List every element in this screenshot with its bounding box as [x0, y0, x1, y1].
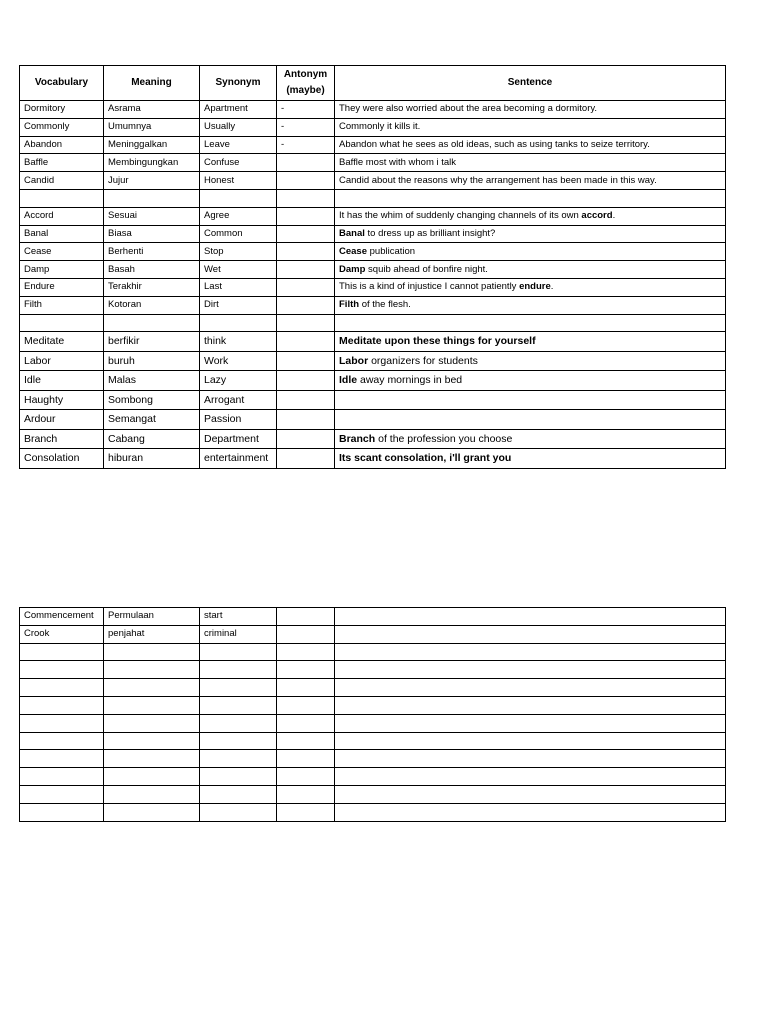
- empty-row: [20, 785, 726, 803]
- vocab-cell: Commencement: [20, 608, 104, 626]
- meaning-cell: Permulaan: [104, 608, 200, 626]
- table-row: [20, 429, 726, 449]
- antonym-cell: -: [277, 136, 335, 154]
- vocab-cell: Crook: [20, 625, 104, 643]
- antonym-cell: [277, 371, 335, 391]
- meaning-cell: buruh: [104, 351, 200, 371]
- sentence-cell: Abandon what he sees as old ideas, such as using tanks to seize territory.: [335, 136, 726, 154]
- sentence-cell: Candid about the reasons why the arrangement has been made in this way.: [335, 172, 726, 190]
- vocab-cell: Cease: [20, 243, 104, 261]
- synonym-cell: Apartment: [200, 101, 277, 119]
- vocab-cell: Labor: [20, 351, 104, 371]
- antonym-cell: [277, 449, 335, 469]
- vocab-cell: Idle: [20, 371, 104, 391]
- header-meaning: Meaning: [104, 66, 200, 101]
- meaning-cell: Sesuai: [104, 207, 200, 225]
- meaning-cell: Jujur: [104, 172, 200, 190]
- empty-row: [20, 714, 726, 732]
- vocab-cell: Abandon: [20, 136, 104, 154]
- antonym-cell: [277, 429, 335, 449]
- sentence-keyword: accord: [581, 210, 613, 222]
- table-row: [20, 351, 726, 371]
- empty-row: [20, 643, 726, 661]
- vocab-cell: Candid: [20, 172, 104, 190]
- empty-row: [20, 661, 726, 679]
- table-row: [20, 243, 726, 261]
- synonym-cell: Confuse: [200, 154, 277, 172]
- meaning-cell: Sombong: [104, 390, 200, 410]
- meaning-cell: Semangat: [104, 410, 200, 430]
- sentence-keyword: Banal: [339, 227, 365, 239]
- vocab-cell: Damp: [20, 261, 104, 279]
- meaning-cell: Umumnya: [104, 118, 200, 136]
- antonym-cell: [277, 207, 335, 225]
- sentence-keyword: endure: [519, 281, 551, 293]
- table-row: [20, 410, 726, 430]
- sentence-cell: This is a kind of injustice I cannot patiently endure.: [335, 278, 726, 296]
- synonym-cell: Last: [200, 278, 277, 296]
- vocabulary-table-continued: [19, 607, 726, 822]
- synonym-cell: entertainment: [200, 449, 277, 469]
- antonym-cell: [277, 261, 335, 279]
- meaning-cell: penjahat: [104, 625, 200, 643]
- synonym-cell: criminal: [200, 625, 277, 643]
- antonym-cell: [277, 278, 335, 296]
- table-row: [20, 172, 726, 190]
- table-row: [20, 207, 726, 225]
- vocab-cell: Accord: [20, 207, 104, 225]
- antonym-cell: [277, 296, 335, 314]
- sentence-cell: Labor organizers for students: [335, 351, 726, 371]
- sentence-cell: Banal to dress up as brilliant insight?: [335, 225, 726, 243]
- synonym-cell: Lazy: [200, 371, 277, 391]
- table-row: [20, 332, 726, 352]
- antonym-cell: [277, 390, 335, 410]
- header-antonym-label: Antonym: [283, 69, 328, 80]
- sentence-cell: Branch of the profession you choose: [335, 429, 726, 449]
- empty-row: [20, 696, 726, 714]
- synonym-cell: Wet: [200, 261, 277, 279]
- sentence-cell: Filth of the flesh.: [335, 296, 726, 314]
- table-row: [20, 154, 726, 172]
- synonym-cell: think: [200, 332, 277, 352]
- antonym-cell: [277, 625, 335, 643]
- sentence-keyword: Damp: [339, 263, 366, 275]
- antonym-cell: [277, 332, 335, 352]
- antonym-cell: [277, 225, 335, 243]
- vocab-cell: Branch: [20, 429, 104, 449]
- antonym-cell: [277, 243, 335, 261]
- synonym-cell: Honest: [200, 172, 277, 190]
- empty-row: [20, 750, 726, 768]
- table-row: [20, 390, 726, 410]
- sentence-cell: Commonly it kills it.: [335, 118, 726, 136]
- meaning-cell: Biasa: [104, 225, 200, 243]
- meaning-cell: Membingungkan: [104, 154, 200, 172]
- header-sentence: Sentence: [335, 66, 726, 101]
- meaning-cell: Malas: [104, 371, 200, 391]
- sentence-cell: [335, 608, 726, 626]
- synonym-cell: Dirt: [200, 296, 277, 314]
- antonym-cell: [277, 410, 335, 430]
- table-row: [20, 296, 726, 314]
- synonym-cell: Stop: [200, 243, 277, 261]
- meaning-cell: Cabang: [104, 429, 200, 449]
- meaning-cell: Kotoran: [104, 296, 200, 314]
- vocab-cell: Endure: [20, 278, 104, 296]
- vocab-cell: Consolation: [20, 449, 104, 469]
- synonym-cell: Leave: [200, 136, 277, 154]
- table-row: [20, 136, 726, 154]
- sentence-cell: [335, 410, 726, 430]
- antonym-cell: [277, 608, 335, 626]
- vocab-cell: Dormitory: [20, 101, 104, 119]
- synonym-cell: Agree: [200, 207, 277, 225]
- sentence-keyword: Branch: [339, 432, 376, 445]
- table-row: [20, 261, 726, 279]
- meaning-cell: Meninggalkan: [104, 136, 200, 154]
- table-row: [20, 101, 726, 119]
- vocab-cell: Baffle: [20, 154, 104, 172]
- meaning-cell: Basah: [104, 261, 200, 279]
- antonym-cell: -: [277, 101, 335, 119]
- sentence-cell: Damp squib ahead of bonfire night.: [335, 261, 726, 279]
- vocab-cell: Meditate: [20, 332, 104, 352]
- sentence-keyword: Its scant consolation, i'll grant you: [339, 452, 512, 465]
- antonym-cell: [277, 172, 335, 190]
- sentence-keyword: Filth: [339, 299, 360, 311]
- synonym-cell: Common: [200, 225, 277, 243]
- antonym-cell: -: [277, 118, 335, 136]
- sentence-keyword: Idle: [339, 374, 358, 387]
- sentence-cell: Baffle most with whom i talk: [335, 154, 726, 172]
- table-row: [20, 371, 726, 391]
- synonym-cell: Work: [200, 351, 277, 371]
- vocab-cell: Filth: [20, 296, 104, 314]
- sentence-cell: It has the whim of suddenly changing channels of its own accord.: [335, 207, 726, 225]
- empty-row: [20, 803, 726, 821]
- empty-row: [20, 679, 726, 697]
- sentence-cell: [335, 625, 726, 643]
- sentence-cell: [335, 332, 726, 352]
- header-antonym: [277, 66, 335, 101]
- meaning-cell: berfikir: [104, 332, 200, 352]
- empty-row: [20, 189, 726, 207]
- header-vocabulary: Vocabulary: [20, 66, 104, 101]
- table-row: [20, 118, 726, 136]
- header-antonym-note: (maybe): [286, 85, 325, 96]
- synonym-cell: Usually: [200, 118, 277, 136]
- vocab-cell: Commonly: [20, 118, 104, 136]
- vocab-cell: Banal: [20, 225, 104, 243]
- sentence-cell: [335, 449, 726, 469]
- table-row: [20, 225, 726, 243]
- empty-row: [20, 314, 726, 332]
- vocabulary-table: [19, 65, 726, 469]
- sentence-cell: [335, 390, 726, 410]
- sentence-cell: Idle away mornings in bed: [335, 371, 726, 391]
- sentence-keyword: Meditate upon these things for yourself: [339, 335, 536, 348]
- sentence-keyword: Labor: [339, 354, 369, 367]
- table-row: [20, 608, 726, 626]
- table-row: [20, 625, 726, 643]
- sentence-cell: Cease publication: [335, 243, 726, 261]
- empty-row: [20, 732, 726, 750]
- synonym-cell: Passion: [200, 410, 277, 430]
- vocab-cell: Ardour: [20, 410, 104, 430]
- sentence-keyword: Cease: [339, 245, 367, 257]
- sentence-cell: They were also worried about the area becoming a dormitory.: [335, 101, 726, 119]
- meaning-cell: Berhenti: [104, 243, 200, 261]
- synonym-cell: start: [200, 608, 277, 626]
- meaning-cell: Terakhir: [104, 278, 200, 296]
- table-row: [20, 449, 726, 469]
- meaning-cell: Asrama: [104, 101, 200, 119]
- meaning-cell: hiburan: [104, 449, 200, 469]
- header-synonym: Synonym: [200, 66, 277, 101]
- synonym-cell: Department: [200, 429, 277, 449]
- empty-row: [20, 768, 726, 786]
- header-row: [20, 66, 726, 101]
- vocab-cell: Haughty: [20, 390, 104, 410]
- synonym-cell: Arrogant: [200, 390, 277, 410]
- antonym-cell: [277, 154, 335, 172]
- antonym-cell: [277, 351, 335, 371]
- table-row: [20, 278, 726, 296]
